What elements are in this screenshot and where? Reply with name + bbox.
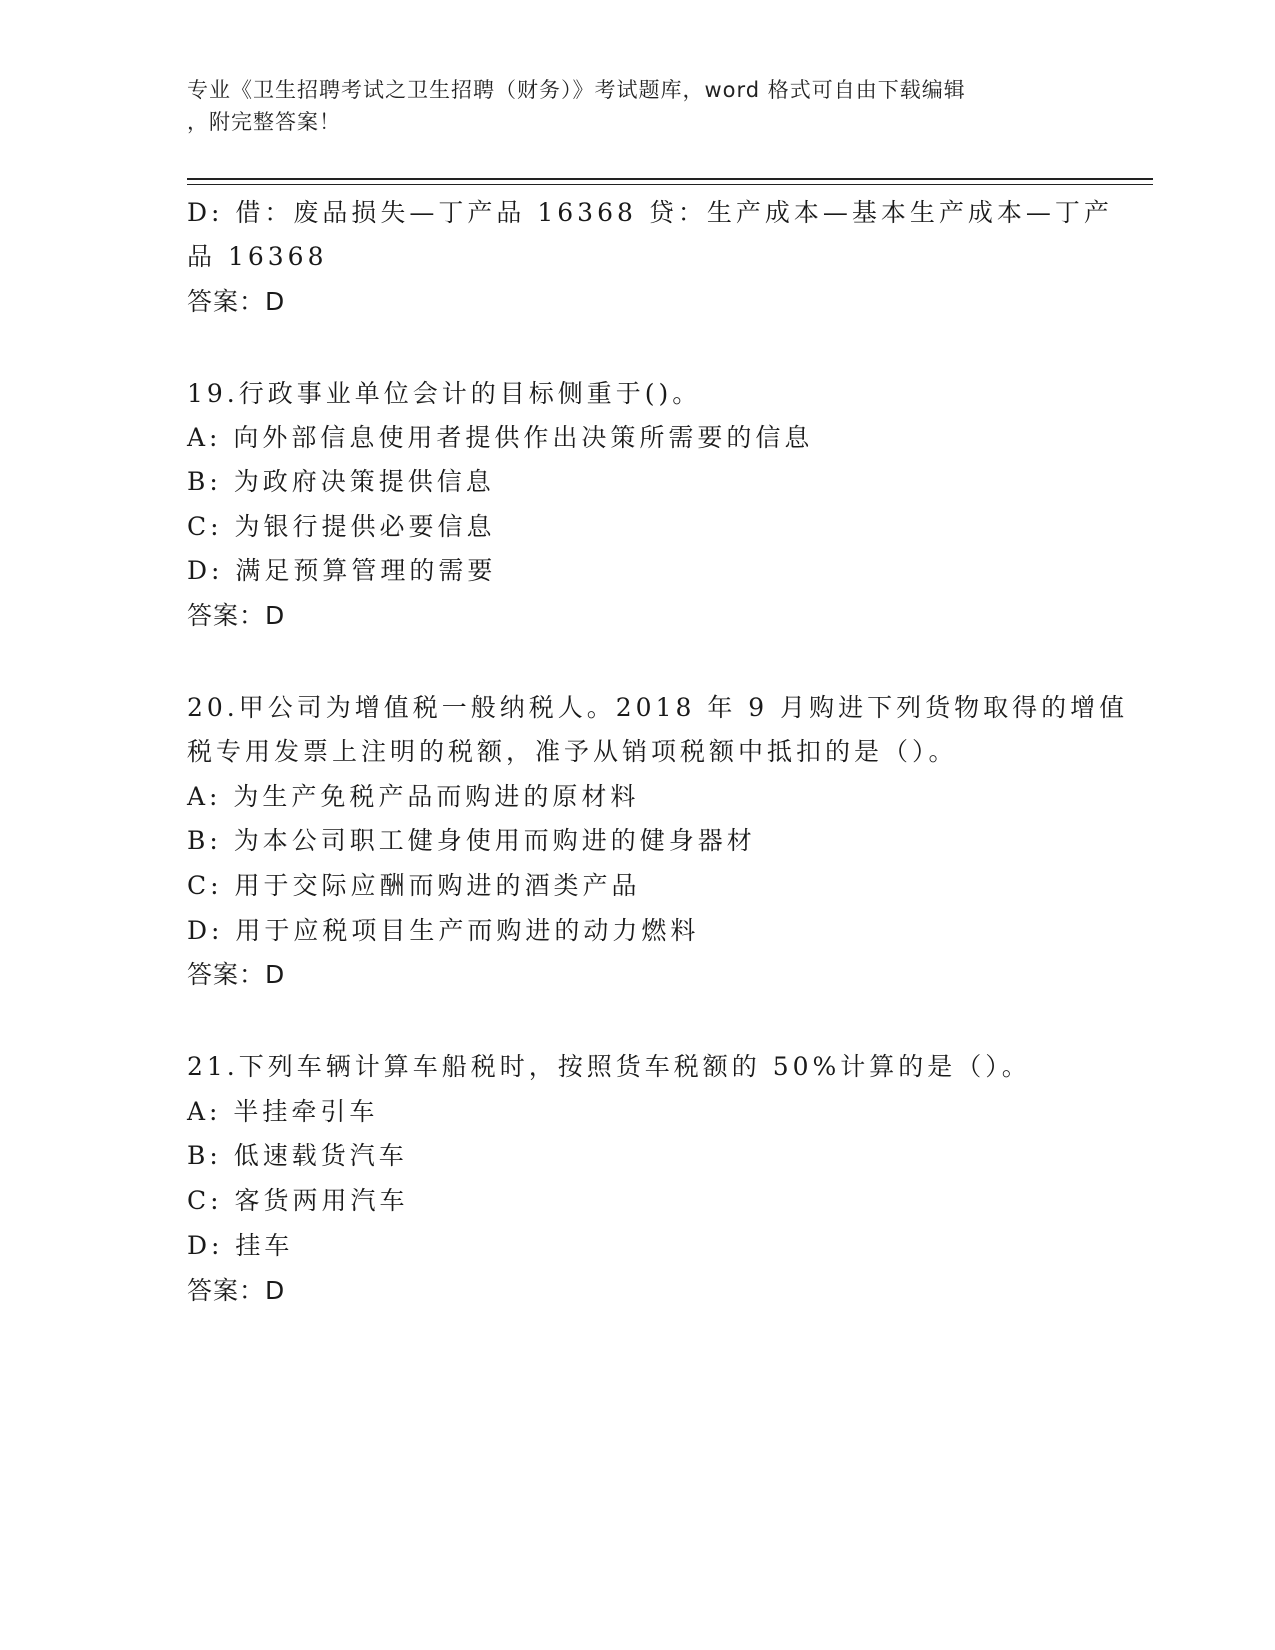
q21-option-c: C: 客货两用汽车 xyxy=(187,1186,409,1215)
q21-stem: 21.下列车辆计算车船税时，按照货车税额的 50%计算的是（）。 xyxy=(187,1052,1031,1081)
q20-option-a: A: 为生产免税产品而购进的原材料 xyxy=(187,782,640,811)
q20-answer: 答案：D xyxy=(187,960,286,989)
q19-option-b: B: 为政府决策提供信息 xyxy=(187,467,495,496)
prev-option-d-line-1: D: 借：废品损失—丁产品 16368 贷：生产成本—基本生产成本—丁产 xyxy=(187,198,1113,227)
document-header xyxy=(187,74,1087,138)
q21-option-d: D: 挂车 xyxy=(187,1231,294,1260)
q19-option-d: D: 满足预算管理的需要 xyxy=(187,556,497,585)
q20-stem-line-1: 20.甲公司为增值税一般纳税人。2018 年 9 月购进下列货物取得的增值 xyxy=(187,693,1129,722)
header-rule-thick xyxy=(187,178,1153,180)
header-line-2: ，附完整答案！ xyxy=(187,110,341,134)
q21-answer: 答案：D xyxy=(187,1276,286,1305)
q20-stem-line-2: 税专用发票上注明的税额，准予从销项税额中抵扣的是（）。 xyxy=(187,737,958,766)
q20-option-d: D: 用于应税项目生产而购进的动力燃料 xyxy=(187,916,700,945)
header-line-1: 专业《卫生招聘考试之卫生招聘（财务）》考试题库，word 格式可自由下载编辑 xyxy=(187,78,966,102)
q21-option-b: B: 低速载货汽车 xyxy=(187,1141,408,1170)
prev-answer: 答案：D xyxy=(187,287,286,316)
q21-option-a: A: 半挂牵引车 xyxy=(187,1097,379,1126)
q19-answer: 答案：D xyxy=(187,601,286,630)
q19-option-a: A: 向外部信息使用者提供作出决策所需要的信息 xyxy=(187,423,814,452)
q19-option-c: C: 为银行提供必要信息 xyxy=(187,512,496,541)
header-rule-thin xyxy=(187,184,1153,185)
prev-option-d-line-2: 品 16368 xyxy=(187,242,328,271)
q19-stem: 19.行政事业单位会计的目标侧重于()。 xyxy=(187,379,702,408)
q20-option-b: B: 为本公司职工健身使用而购进的健身器材 xyxy=(187,826,756,855)
q20-option-c: C: 用于交际应酬而购进的酒类产品 xyxy=(187,871,641,900)
